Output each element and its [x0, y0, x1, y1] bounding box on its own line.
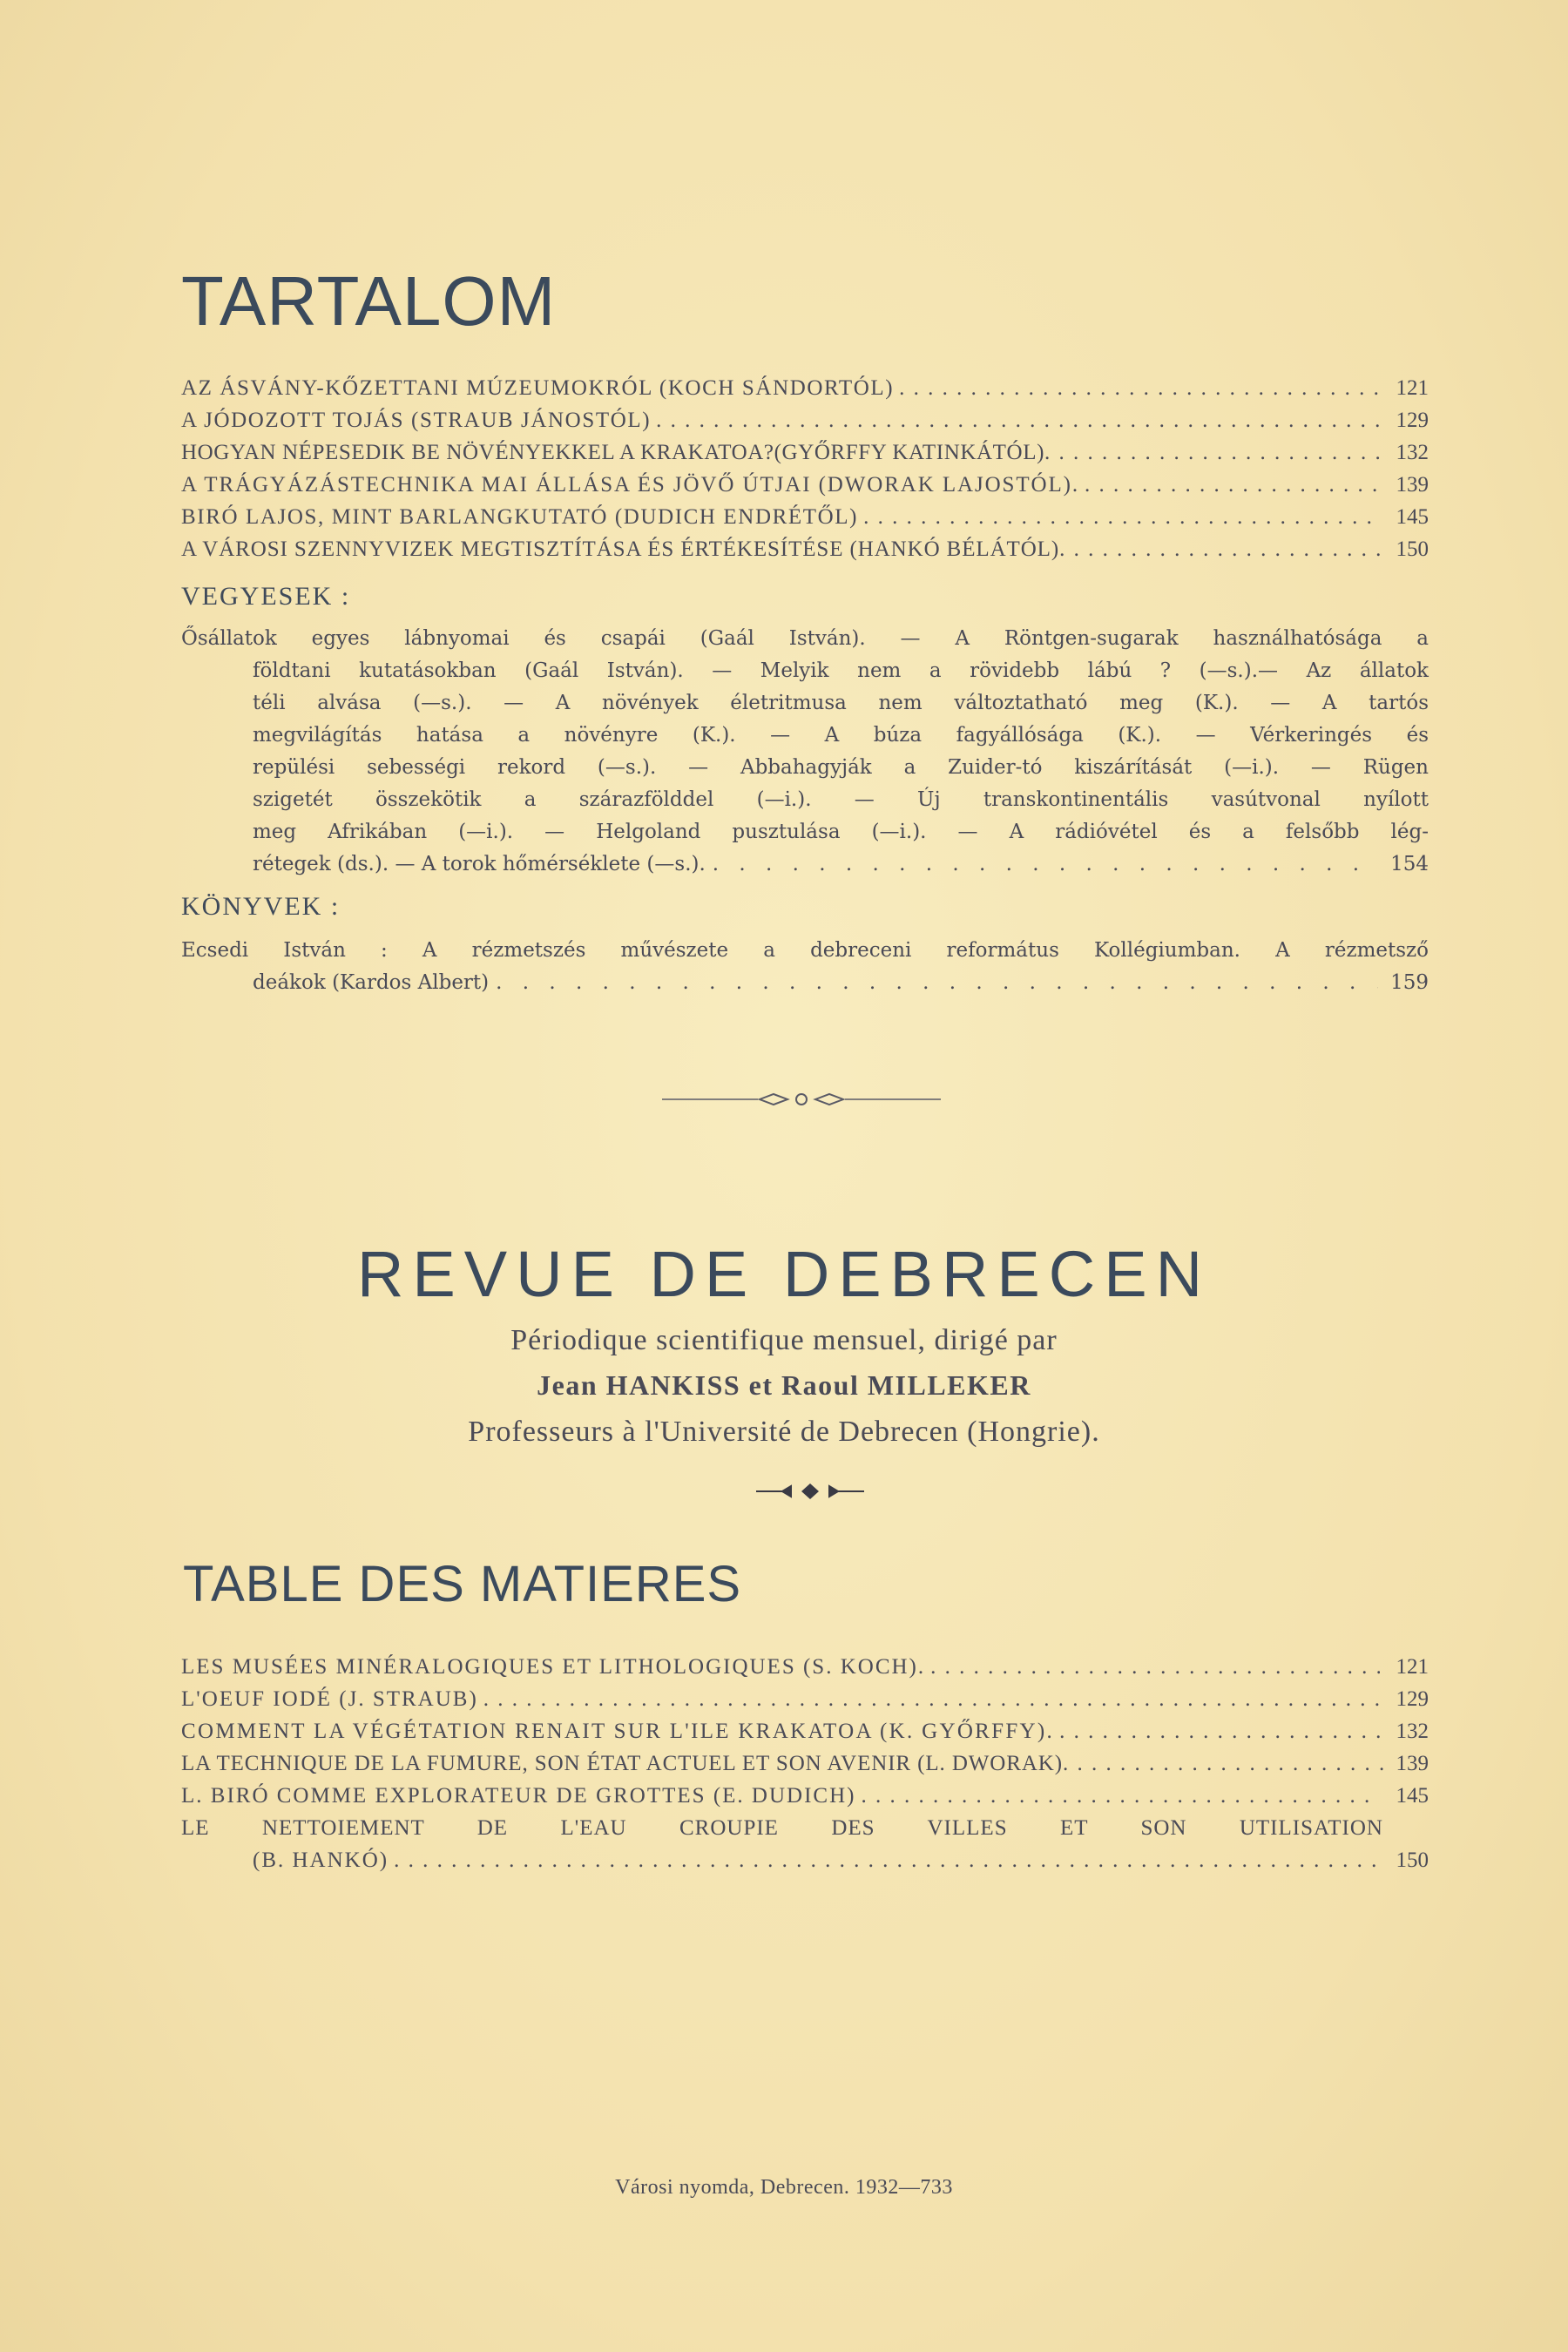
- paragraph-last-line: [181, 848, 1429, 881]
- toc-entry-title: A TRÁGYÁZÁSTECHNIKA MAI ÁLLÁSA ÉS JÖVŐ ÚTJAI (DWORAK LAJOSTÓL).: [181, 473, 1080, 497]
- paragraph-line: megvilágítás hatása a növényre (K.). — A búza fagyállósága (K.). — Vérkeringés és: [253, 724, 1429, 747]
- toc-entry: [181, 1655, 1429, 1687]
- revue-affiliation: Professeurs à l'Université de Debrecen (Hongrie).: [468, 1416, 1100, 1448]
- revue-subtitle: Périodique scientifique mensuel, dirigé par: [510, 1324, 1058, 1356]
- toc-entry: [181, 473, 1429, 505]
- toc-entry-title: COMMENT LA VÉGÉTATION RENAIT SUR L'ILE KRAKATOA (K. GYŐRFFY).: [181, 1720, 1055, 1743]
- toc-entry: [181, 1816, 1429, 1848]
- toc-entry-page: 139: [1396, 473, 1429, 497]
- toc-entry-page: 121: [1396, 1655, 1429, 1679]
- toc-entry-title: HOGYAN NÉPESEDIK BE NÖVÉNYEKKEL A KRAKATOA?(GYŐRFFY KATINKÁTÓL): [181, 441, 1044, 464]
- toc-entry-page: 145: [1396, 505, 1429, 529]
- toc-entry-page: 145: [1396, 1784, 1429, 1808]
- table-des-matieres-title: TABLE DES MATIERES: [183, 1556, 742, 1612]
- toc-entry-title: A VÁROSI SZENNYVIZEK MEGTISZTÍTÁSA ÉS ÉRTÉKESÍTÉSE (HANKÓ BÉLÁTÓL): [181, 537, 1060, 561]
- toc-entry-page: 129: [1396, 1687, 1429, 1711]
- toc-entry-title: A JÓDOZOTT TOJÁS (STRAUB JÁNOSTÓL): [181, 409, 652, 432]
- toc-entry: [181, 1687, 1429, 1720]
- tartalom-list: [181, 376, 1429, 570]
- paragraph-last-line: [181, 967, 1429, 999]
- toc-entry-title: L'OEUF IODÉ (J. STRAUB): [181, 1687, 478, 1711]
- toc-entry-title: (B. HANKÓ): [253, 1848, 389, 1872]
- paragraph-line: téli alvása (—s.). — A növények életritmusa nem változtatható meg (K.). — A tartós: [253, 692, 1429, 714]
- revue-editors: Jean HANKISS et Raoul MILLEKER: [537, 1369, 1031, 1401]
- paragraph-line: földtani kutatásokban (Gaál István). — Melyik nem a rövidebb lábú ? (—s.).— Az állatok: [253, 659, 1429, 682]
- paragraph-line-text: deákok (Kardos Albert): [253, 971, 490, 994]
- toc-entry: [181, 1784, 1429, 1816]
- toc-entry-title: LE NETTOIEMENT DE L'EAU CROUPIE DES VILLES ET SON UTILISATION: [181, 1816, 1383, 1840]
- toc-entry-page: 150: [1396, 1848, 1429, 1872]
- toc-entry: [181, 1752, 1429, 1784]
- toc-entry-title: BIRÓ LAJOS, MINT BARLANGKUTATÓ (DUDICH ENDRÉTŐL): [181, 505, 859, 529]
- konyvek-paragraph: [181, 935, 1429, 999]
- small-ornament: [756, 1481, 864, 1502]
- toc-entry-page: 129: [1396, 409, 1429, 432]
- table-des-matieres-list: [181, 1655, 1429, 1881]
- toc-entry: [181, 537, 1429, 570]
- paragraph-line: Ősállatok egyes lábnyomai és csapái (Gaál István). — A Röntgen-sugarak használhatósága a: [181, 627, 1429, 650]
- toc-entry-title: AZ ÁSVÁNY-KŐZETTANI MÚZEUMOKRÓL (KOCH SÁNDORTÓL): [181, 376, 895, 400]
- toc-entry: [181, 409, 1429, 441]
- toc-entry-page: 132: [1396, 441, 1429, 464]
- tartalom-title: TARTALOM: [181, 262, 557, 340]
- toc-entry-page: 121: [1396, 376, 1429, 400]
- printer-imprint: Városi nyomda, Debrecen. 1932—733: [615, 2176, 953, 2199]
- toc-entry: [181, 505, 1429, 537]
- vegyesek-paragraph: [181, 623, 1429, 881]
- toc-entry-title: LA TECHNIQUE DE LA FUMURE, SON ÉTAT ACTUEL ET SON AVENIR (L. DWORAK): [181, 1752, 1063, 1775]
- revue-title: REVUE DE DEBRECEN: [356, 1238, 1212, 1310]
- toc-entry-page: 132: [1396, 1720, 1429, 1743]
- toc-entry: [181, 1720, 1429, 1752]
- toc-entry-page: 150: [1396, 537, 1429, 561]
- paragraph-line: repülési sebességi rekord (—s.). — Abbahagyják a Zuider-tó kiszárítását (—i.). — Rügen: [253, 756, 1429, 779]
- paragraph-line-text: rétegek (ds.). — A torok hőmérséklete (—s.).: [253, 853, 706, 875]
- paragraph-line: meg Afrikában (—i.). — Helgoland pusztulása (—i.). — A rádióvétel és a felsőbb lég-: [253, 821, 1429, 843]
- vegyesek-heading: VEGYESEK :: [181, 582, 351, 611]
- divider-ornament: [662, 1089, 941, 1110]
- toc-entry-title: LES MUSÉES MINÉRALOGIQUES ET LITHOLOGIQUES (S. KOCH).: [181, 1655, 926, 1679]
- paragraph-line: Ecsedi István : A rézmetszés művészete a debreceni református Kollégiumban. A rézmetsző: [181, 939, 1429, 962]
- konyvek-heading: KÖNYVEK :: [181, 892, 341, 921]
- toc-entry-page: 139: [1396, 1752, 1429, 1775]
- toc-entry: [181, 376, 1429, 409]
- paragraph-page: 159: [1390, 971, 1429, 994]
- paragraph-line: szigetét összekötik a szárazfölddel (—i.). — Új transkontinentális vasútvonal nyílott: [253, 788, 1429, 811]
- toc-entry-title: L. BIRÓ COMME EXPLORATEUR DE GROTTES (E. DUDICH): [181, 1784, 856, 1808]
- toc-entry-continuation: [181, 1848, 1429, 1881]
- paragraph-page: 154: [1390, 853, 1429, 875]
- toc-entry: [181, 441, 1429, 473]
